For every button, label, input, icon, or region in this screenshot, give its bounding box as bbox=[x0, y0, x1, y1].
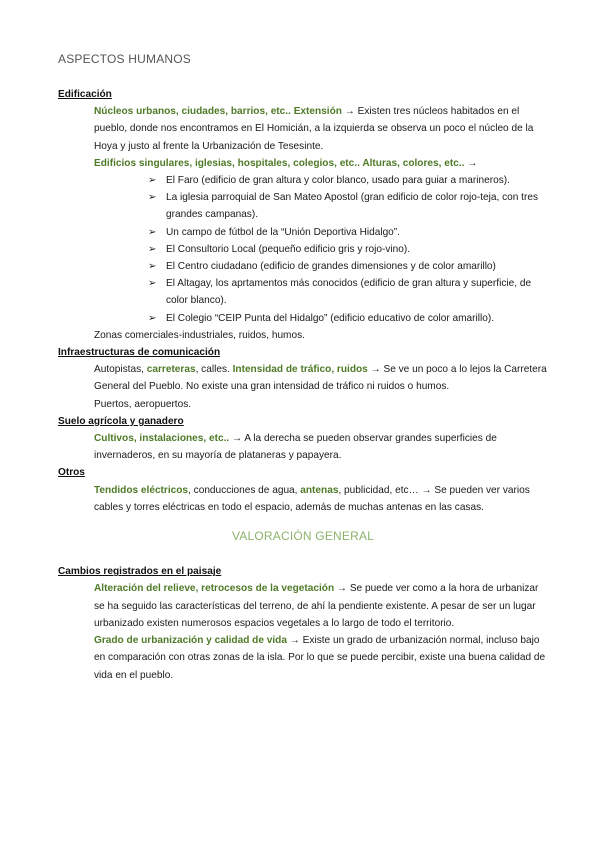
list-item bbox=[148, 241, 548, 258]
list-item-text: La iglesia parroquial de San Mateo Apostol (gran edificio de color rojo-teja, con tres grandes campanas). bbox=[166, 192, 538, 221]
edificios-list bbox=[58, 172, 548, 327]
infraestructuras-heading: Infraestructuras de comunicación bbox=[58, 347, 221, 359]
bullet-arrow-icon: ➢ bbox=[148, 226, 157, 238]
urbanizacion-paragraph bbox=[58, 632, 548, 684]
bullet-arrow-icon: ➢ bbox=[148, 312, 157, 324]
nucleos-label: Núcleos urbanos, ciudades, barrios, etc.. Extensión bbox=[94, 106, 342, 118]
infra-text-3: → Se ve un poco a lo lejos la Carretera General del Pueblo. No existe una gran intensidad de tráfico ni ruidos o humos. bbox=[94, 364, 547, 393]
list-item-text: El Altagay, los aprtamentos más conocidos (edificio de gran altura y superficie, de color blanco). bbox=[166, 278, 532, 307]
otros-text-2: , publicidad, etc… → Se pueden ver varios cables y torres eléctricas en todo el espacio, además de muchas antenas en las casas. bbox=[94, 484, 530, 513]
alteracion-label: Alteración del relieve, retrocesos de la vegetación bbox=[94, 583, 335, 595]
singulares-paragraph bbox=[58, 155, 548, 172]
puertos-paragraph: Puertos, aeropuertos. bbox=[94, 398, 192, 410]
urbanizacion-label: Grado de urbanización y calidad de vida bbox=[94, 635, 287, 647]
bullet-arrow-icon: ➢ bbox=[148, 261, 157, 273]
bullet-arrow-icon: ➢ bbox=[148, 175, 157, 187]
alteracion-text: → Se puede ver como a la hora de urbanizar se ha seguido las características del terreno, de ahí la pendiente existente. A pesar de ser un lugar urbanizado existen numerosos espacios vegetales a lo largo de todo el territorio. bbox=[94, 583, 539, 629]
otros-tendidos-label: Tendidos eléctricos bbox=[94, 484, 189, 496]
zonas-paragraph: Zonas comerciales-industriales, ruidos, humos. bbox=[94, 329, 305, 341]
list-item-text: El Centro ciudadano (edificio de grandes dimensiones y de color amarillo) bbox=[166, 261, 496, 273]
list-item bbox=[148, 275, 548, 309]
otros-antenas-label: antenas bbox=[300, 484, 339, 496]
edificacion-heading: Edificación bbox=[58, 89, 112, 100]
document-body bbox=[58, 86, 548, 684]
nucleos-text: → Existen tres núcleos habitados en el pueblo, donde nos encontramos en El Homicián, a la izquierda se observa un poco el núcleo de la Hoya y justo al frente la Urbanización de Tesesinte. bbox=[94, 106, 534, 152]
otros-text-1: , conducciones de agua, bbox=[188, 484, 301, 496]
infra-text-2: , calles. bbox=[195, 364, 233, 376]
singulares-arrow: → bbox=[464, 157, 478, 169]
infra-carreteras-label: carreteras bbox=[146, 364, 196, 376]
list-item bbox=[148, 172, 548, 189]
infra-trafico-label: Intensidad de tráfico, ruidos bbox=[232, 364, 368, 376]
singulares-label: Edificios singulares, iglesias, hospitales, colegios, etc.. Alturas, colores, etc.. bbox=[94, 157, 465, 169]
otros-paragraph bbox=[58, 482, 548, 516]
list-item bbox=[148, 310, 548, 327]
list-item-text: Un campo de fútbol de la “Unión Deportiva Hidalgo”. bbox=[166, 226, 400, 238]
bullet-arrow-icon: ➢ bbox=[148, 243, 157, 255]
list-item-text: El Faro (edificio de gran altura y color blanco, usado para guiar a marineros). bbox=[166, 175, 510, 187]
infra-text-1: Autopistas, bbox=[94, 364, 147, 376]
cambios-heading: Cambios registrados en el paisaje bbox=[58, 566, 222, 578]
suelo-text: → A la derecha se pueden observar grandes superficies de invernaderos, en su mayoría de plataneras y papayera. bbox=[94, 433, 497, 462]
aspectos-humanos-title: ASPECTOS HUMANOS bbox=[58, 52, 192, 66]
infraestructuras-paragraph bbox=[58, 361, 548, 395]
nucleos-paragraph bbox=[58, 103, 548, 155]
suelo-heading: Suelo agrícola y ganadero bbox=[58, 415, 184, 427]
urbanizacion-text: → Existe un grado de urbanización normal, incluso bajo en comparación con otras zonas de la isla. Por lo que se puede percibir, existe una buena calidad de vida en el pueblo. bbox=[94, 635, 546, 681]
alteracion-paragraph bbox=[58, 580, 548, 632]
bullet-arrow-icon: ➢ bbox=[148, 192, 157, 204]
otros-heading: Otros bbox=[58, 467, 85, 479]
list-item-text: El Consultorio Local (pequeño edificio gris y rojo-vino). bbox=[166, 243, 411, 255]
list-item bbox=[148, 258, 548, 275]
suelo-paragraph bbox=[58, 430, 548, 464]
list-item bbox=[148, 189, 548, 223]
valoracion-general-title: VALORACIÓN GENERAL bbox=[231, 529, 375, 544]
bullet-arrow-icon: ➢ bbox=[148, 278, 157, 290]
list-item bbox=[148, 224, 548, 241]
list-item-text: El Colegio “CEIP Punta del Hidalgo” (edificio educativo de color amarillo). bbox=[166, 312, 495, 324]
suelo-label: Cultivos, instalaciones, etc.. bbox=[94, 433, 230, 445]
